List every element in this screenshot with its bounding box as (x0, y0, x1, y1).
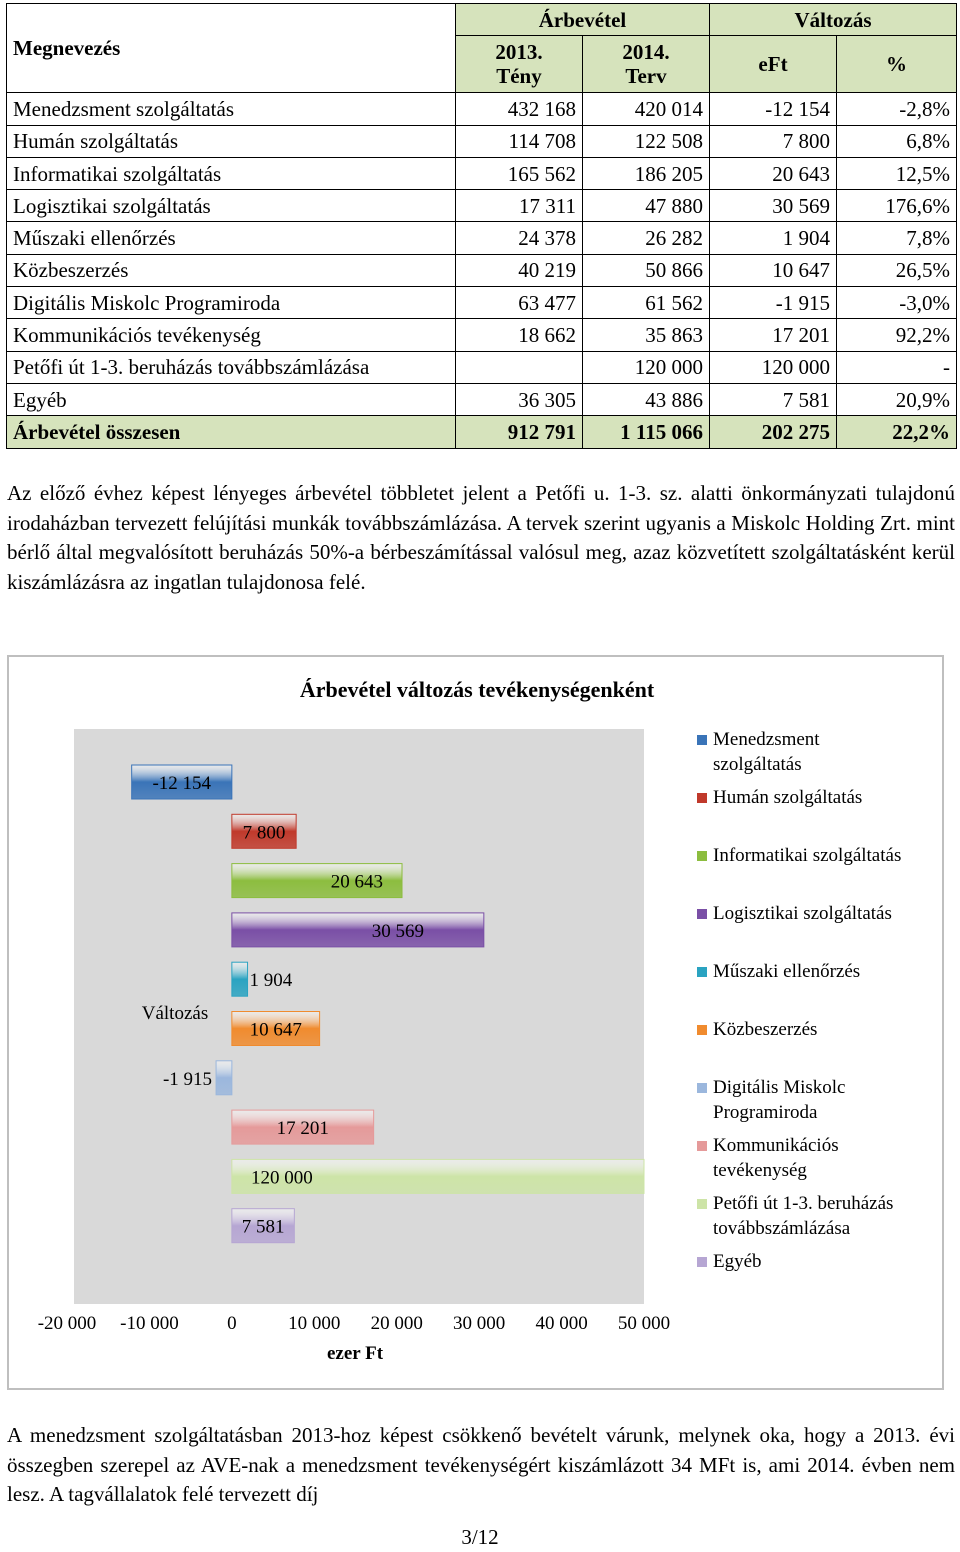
change-chart (7, 655, 944, 1390)
cell-name: Petőfi út 1-3. beruházás továbbszámlázása (7, 351, 456, 383)
x-tick-label: 20 000 (370, 1313, 423, 1334)
legend-label-9: Petőfi út 1-3. beruházás (713, 1193, 894, 1214)
legend-label-9: továbbszámlázása (713, 1218, 851, 1239)
bar-label-5: 1 904 (249, 970, 293, 992)
header-pct: % (837, 36, 957, 93)
legend-label-7: Programiroda (713, 1102, 818, 1123)
total-cell-eft: 202 275 (710, 416, 837, 448)
page-number: 3/12 (461, 1525, 499, 1549)
legend-label-8: tevékenység (713, 1160, 807, 1181)
x-tick-label: 10 000 (288, 1313, 341, 1334)
cell-v2013: 18 662 (456, 319, 583, 351)
cell-v2014: 47 880 (583, 190, 710, 222)
total-cell-name: Árbevétel összesen (7, 416, 456, 448)
cell-eft: 30 569 (710, 190, 837, 222)
header-2014-line2: Terv (625, 64, 667, 89)
cell-name: Digitális Miskolc Programiroda (7, 287, 456, 319)
cell-v2014: 26 282 (583, 222, 710, 254)
chart-xlabel: ezer Ft (326, 1343, 384, 1364)
cell-name: Informatikai szolgáltatás (7, 157, 456, 189)
cell-eft: 17 201 (710, 319, 837, 351)
legend-swatch-5 (697, 967, 707, 977)
cell-v2014: 120 000 (583, 351, 710, 383)
legend-label-1: szolgáltatás (713, 754, 802, 775)
legend-label-10: Egyéb (713, 1251, 762, 1272)
cell-v2013: 114 708 (456, 125, 583, 157)
table-row (7, 190, 957, 222)
legend-label-4: Logisztikai szolgáltatás (713, 903, 892, 924)
cell-eft: 7 581 (710, 383, 837, 415)
cell-v2014: 61 562 (583, 287, 710, 319)
cell-name: Kommunikációs tevékenység (7, 319, 456, 351)
cell-pct: 7,8% (837, 222, 957, 254)
cell-v2014: 122 508 (583, 125, 710, 157)
cell-eft: -12 154 (710, 93, 837, 125)
cell-pct: 26,5% (837, 254, 957, 286)
legend-swatch-4 (697, 909, 707, 919)
cell-pct: 6,8% (837, 125, 957, 157)
header-name: Megnevezés (7, 4, 456, 93)
cell-eft: 10 647 (710, 254, 837, 286)
header-revenue: Árbevétel (456, 4, 710, 36)
cell-v2013: 36 305 (456, 383, 583, 415)
cell-name: Humán szolgáltatás (7, 125, 456, 157)
cell-v2014: 186 205 (583, 157, 710, 189)
legend-swatch-10 (697, 1257, 707, 1267)
legend-label-7: Digitális Miskolc (713, 1077, 846, 1098)
chart-title: Árbevétel változás tevékenységenként (299, 677, 655, 702)
bar-label-2: 7 800 (242, 822, 286, 844)
total-cell-v2014: 1 115 066 (583, 416, 710, 448)
cell-v2013: 432 168 (456, 93, 583, 125)
cell-v2014: 43 886 (583, 383, 710, 415)
bar-label-4: 30 569 (371, 920, 424, 942)
x-tick-label: -20 000 (37, 1313, 97, 1334)
chart-ylabel: Változás (141, 1003, 209, 1024)
cell-v2013: 17 311 (456, 190, 583, 222)
paragraph-1: Az előző évhez képest lényeges árbevétel többletet jelent a Petőfi u. 1-3. sz. alatti önkormányzati tulajdonú irodaházban tervezett felújítási munkák továbbszámlázása. A tervek szerint ugyanis a Miskolc Holding Zrt. mint bérlő által megvalósított beruházás 50%-a bérbeszámítással valósul meg, azaz közvetített szolgáltatásként kerül kiszámlázásra az ingatlan tulajdonosa felé. (7, 481, 955, 594)
bar-label-8: 17 201 (276, 1118, 329, 1140)
table-body (7, 93, 957, 448)
legend-swatch-2 (697, 793, 707, 803)
bar-label-7: -1 915 (162, 1068, 213, 1090)
bar-label-1: -12 154 (152, 773, 212, 794)
x-tick-label: -10 000 (120, 1313, 179, 1334)
header-eft: eFt (710, 36, 837, 93)
cell-v2014: 35 863 (583, 319, 710, 351)
x-tick-label: 0 (227, 1313, 237, 1334)
x-tick-label: 50 000 (617, 1313, 671, 1334)
cell-v2013: 165 562 (456, 157, 583, 189)
table-row (7, 319, 957, 351)
cell-name: Műszaki ellenőrzés (7, 222, 456, 254)
cell-v2014: 420 014 (583, 93, 710, 125)
header-change: Változás (710, 4, 957, 36)
bar-5 (232, 962, 248, 996)
cell-name: Menedzsment szolgáltatás (7, 93, 456, 125)
bar-4 (232, 913, 484, 947)
cell-name: Közbeszerzés (7, 254, 456, 286)
cell-pct: -3,0% (837, 287, 957, 319)
cell-eft: 20 643 (710, 157, 837, 189)
cell-v2013: 40 219 (456, 254, 583, 286)
cell-pct: 92,2% (837, 319, 957, 351)
table-row (7, 222, 957, 254)
cell-eft: 7 800 (710, 125, 837, 157)
table-row (7, 157, 957, 189)
bar-label-3: 20 643 (330, 871, 384, 893)
legend-swatch-9 (697, 1199, 707, 1209)
table-total-row (7, 416, 957, 448)
legend-label-1: Menedzsment (713, 729, 820, 750)
x-tick-label: 40 000 (535, 1313, 588, 1334)
table-row (7, 254, 957, 286)
cell-name: Logisztikai szolgáltatás (7, 190, 456, 222)
legend-label-6: Közbeszerzés (713, 1019, 818, 1040)
table-row (7, 287, 957, 319)
legend-swatch-8 (697, 1141, 707, 1151)
table-row (7, 383, 957, 415)
bar-7 (216, 1061, 232, 1095)
cell-eft: 120 000 (710, 351, 837, 383)
bar-label-6: 10 647 (249, 1019, 302, 1041)
legend-swatch-6 (697, 1025, 707, 1035)
legend-label-3: Informatikai szolgáltatás (713, 845, 902, 866)
cell-v2013 (456, 351, 583, 383)
bar-label-9: 120 000 (250, 1167, 313, 1189)
cell-v2014: 50 866 (583, 254, 710, 286)
cell-pct: 12,5% (837, 157, 957, 189)
x-tick-label: 30 000 (453, 1313, 506, 1334)
cell-eft: -1 915 (710, 287, 837, 319)
legend-swatch-7 (697, 1083, 707, 1093)
header-2014-line1: 2014. (622, 40, 670, 65)
table-row (7, 125, 957, 157)
table-row (7, 93, 957, 125)
cell-v2013: 63 477 (456, 287, 583, 319)
legend-swatch-3 (697, 851, 707, 861)
legend-label-8: Kommunikációs (713, 1135, 839, 1156)
bar-label-10: 7 581 (241, 1216, 285, 1238)
chart-svg (9, 657, 942, 1388)
legend-swatch-1 (697, 735, 707, 745)
header-2013 (456, 36, 583, 93)
legend-label-5: Műszaki ellenőrzés (713, 961, 861, 982)
cell-v2013: 24 378 (456, 222, 583, 254)
cell-pct: - (837, 351, 957, 383)
cell-eft: 1 904 (710, 222, 837, 254)
header-2014 (583, 36, 710, 93)
cell-pct: 20,9% (837, 383, 957, 415)
cell-pct: -2,8% (837, 93, 957, 125)
paragraph-2: A menedzsment szolgáltatásban 2013-hoz képest csökkenő bevételt várunk, melynek oka, hogy a 2013. évi összegben szerepel az AVE-nak a menedzsment tevékenységért kiszámlázott 34 MFt is, ami 2014. évben nem lesz. A tagvállalatok felé tervezett díj (7, 1423, 955, 1507)
legend-label-2: Humán szolgáltatás (713, 787, 863, 808)
revenue-table (6, 3, 957, 449)
header-2013-line2: Tény (496, 64, 542, 89)
total-cell-pct: 22,2% (837, 416, 957, 448)
cell-pct: 176,6% (837, 190, 957, 222)
total-cell-v2013: 912 791 (456, 416, 583, 448)
cell-name: Egyéb (7, 383, 456, 415)
table-row (7, 351, 957, 383)
header-2013-line1: 2013. (495, 40, 543, 65)
